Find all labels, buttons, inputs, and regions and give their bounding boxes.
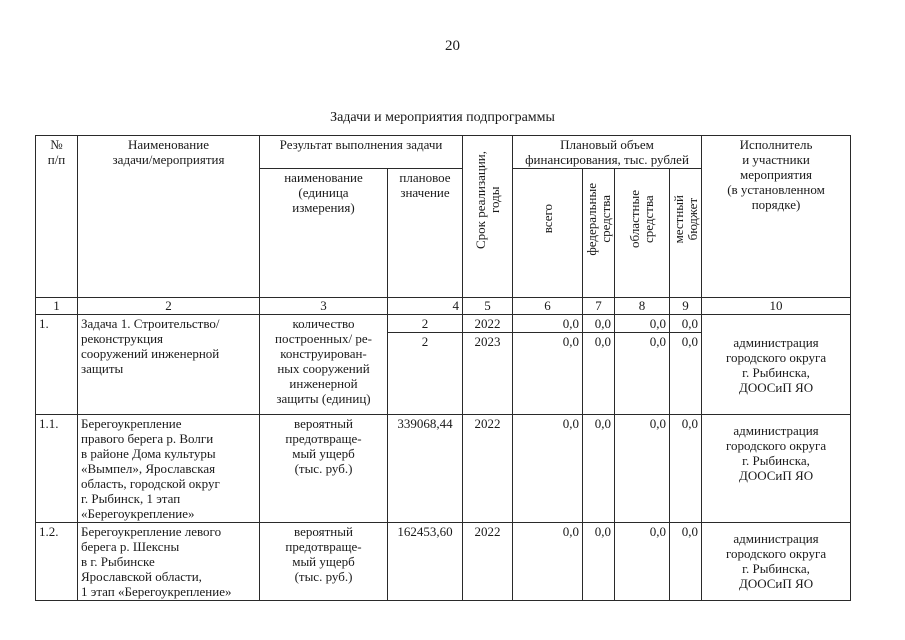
row-total: 0,0 [513,315,583,333]
row-federal: 0,0 [583,333,615,415]
header-result-name: наименование (единица измерения) [260,169,388,298]
row-num: 1. [36,315,78,415]
row-year: 2022 [463,523,513,601]
row-local: 0,0 [670,333,702,415]
row-local: 0,0 [670,315,702,333]
row-result-name: количество построенных/ ре- конструирован- ных сооружений инженерной защиты (единиц) [260,315,388,415]
row-year: 2022 [463,415,513,523]
row-executor: администрация городского округа г. Рыбинска, ДООСиП ЯО [702,523,851,601]
header-result: Результат выполнения задачи [260,136,463,169]
col-num-5: 5 [463,298,513,315]
row-name: Задача 1. Строительство/ реконструкция сооружений инженерной защиты [78,315,260,415]
col-num-4: 4 [388,298,463,315]
header-regional: областные средства [615,169,670,298]
row-value: 162453,60 [388,523,463,601]
table-row [36,523,851,601]
header-financing: Плановый объем финансирования, тыс. рублей [513,136,702,169]
header-executor: Исполнитель и участники мероприятия (в установленном порядке) [702,136,851,298]
row-num: 1.2. [36,523,78,601]
column-numbers-row [36,298,851,315]
page-number: 20 [445,38,460,54]
row-local: 0,0 [670,523,702,601]
row-executor: администрация городского округа г. Рыбинска, ДООСиП ЯО [702,315,851,415]
header-term: Срок реализации, годы [463,136,513,298]
row-regional: 0,0 [615,333,670,415]
col-num-9: 9 [670,298,702,315]
col-num-1: 1 [36,298,78,315]
row-num: 1.1. [36,415,78,523]
row-name: Берегоукрепление правого берега р. Волги в районе Дома культуры «Вымпел», Ярославская область, городской округ г. Рыбинск, 1 этап «Берегоукрепление» [78,415,260,523]
row-result-name: вероятный предотвраще- мый ущерб (тыс. руб.) [260,523,388,601]
row-total: 0,0 [513,415,583,523]
row-value: 2 [388,333,463,415]
header-federal: федеральные средства [583,169,615,298]
row-local: 0,0 [670,415,702,523]
header-total: всего [513,169,583,298]
col-num-8: 8 [615,298,670,315]
row-federal: 0,0 [583,415,615,523]
col-num-3: 3 [260,298,388,315]
row-total: 0,0 [513,333,583,415]
document-title: Задачи и мероприятия подпрограммы [330,110,555,125]
row-year: 2023 [463,333,513,415]
header-name: Наименование задачи/мероприятия [78,136,260,298]
row-value: 2 [388,315,463,333]
row-total: 0,0 [513,523,583,601]
measures-table [35,135,851,601]
row-regional: 0,0 [615,315,670,333]
col-num-10: 10 [702,298,851,315]
row-executor: администрация городского округа г. Рыбинска, ДООСиП ЯО [702,415,851,523]
header-local: местный бюджет [670,169,702,298]
row-federal: 0,0 [583,523,615,601]
col-num-2: 2 [78,298,260,315]
row-year: 2022 [463,315,513,333]
row-result-name: вероятный предотвраще- мый ущерб (тыс. руб.) [260,415,388,523]
header-row [36,136,851,169]
table-row [36,315,851,333]
row-value: 339068,44 [388,415,463,523]
header-num: № п/п [36,136,78,298]
row-regional: 0,0 [615,523,670,601]
row-regional: 0,0 [615,415,670,523]
row-name: Берегоукрепление левого берега р. Шексны в г. Рыбинске Ярославской области, 1 этап «Берегоукрепление» [78,523,260,601]
table-row [36,415,851,523]
col-num-7: 7 [583,298,615,315]
header-result-value: плановое значение [388,169,463,298]
row-federal: 0,0 [583,315,615,333]
col-num-6: 6 [513,298,583,315]
